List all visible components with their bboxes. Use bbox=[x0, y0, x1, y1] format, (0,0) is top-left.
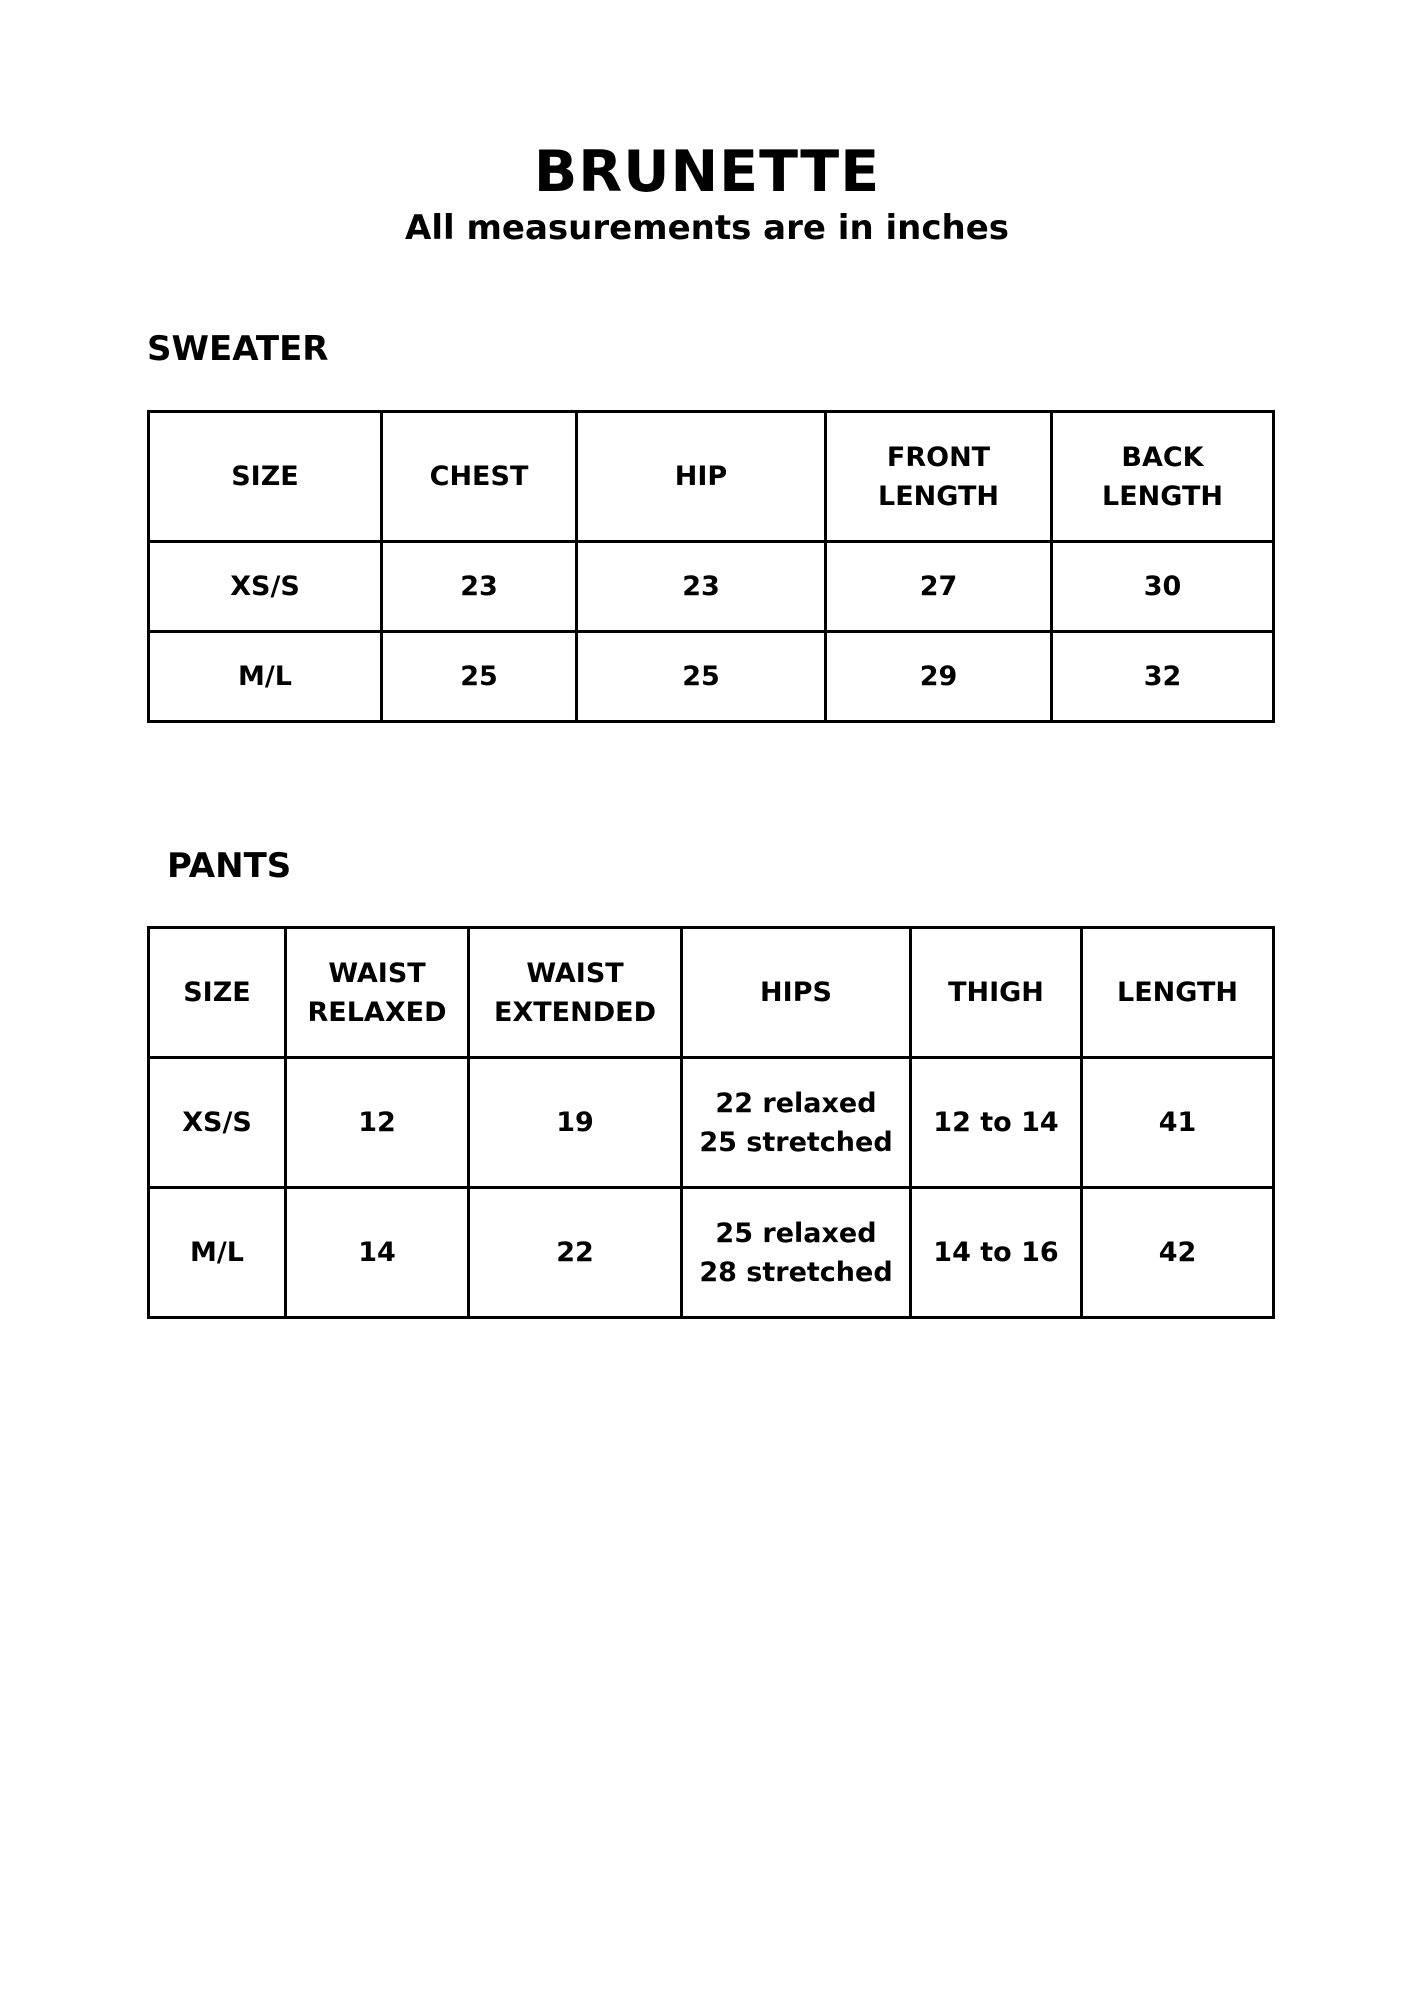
table-cell: 25 bbox=[382, 632, 577, 722]
table-cell: 42 bbox=[1082, 1188, 1274, 1318]
header-cell-hips: HIPS bbox=[682, 928, 911, 1058]
pants-heading: PANTS bbox=[167, 846, 292, 886]
table-cell: 29 bbox=[826, 632, 1052, 722]
table-cell: 23 bbox=[382, 542, 577, 632]
header-cell-front-length: FRONT LENGTH bbox=[826, 412, 1052, 542]
header-cell-back-length: BACK LENGTH bbox=[1052, 412, 1274, 542]
table-cell: XS/S bbox=[149, 1058, 286, 1188]
table-cell: 22 relaxed 25 stretched bbox=[682, 1058, 911, 1188]
pants-size-table bbox=[147, 926, 1275, 1319]
table-row bbox=[149, 1188, 1274, 1318]
table-cell: 12 bbox=[286, 1058, 469, 1188]
table-cell: 25 relaxed 28 stretched bbox=[682, 1188, 911, 1318]
header-cell-size: SIZE bbox=[149, 412, 382, 542]
table-cell: 14 to 16 bbox=[911, 1188, 1082, 1318]
header-cell-thigh: THIGH bbox=[911, 928, 1082, 1058]
table-cell: M/L bbox=[149, 632, 382, 722]
table-cell: 32 bbox=[1052, 632, 1274, 722]
table-cell: 27 bbox=[826, 542, 1052, 632]
table-row bbox=[149, 632, 1274, 722]
page-title: BRUNETTE bbox=[533, 139, 881, 205]
header-cell-hip: HIP bbox=[577, 412, 826, 542]
table-cell: 25 bbox=[577, 632, 826, 722]
header-cell-length: LENGTH bbox=[1082, 928, 1274, 1058]
table-cell: 22 bbox=[469, 1188, 682, 1318]
table-cell: 12 to 14 bbox=[911, 1058, 1082, 1188]
table-row bbox=[149, 542, 1274, 632]
page-subtitle: All measurements are in inches bbox=[405, 208, 1009, 248]
sweater-size-table bbox=[147, 410, 1275, 723]
header-cell-waist-extended: WAIST EXTENDED bbox=[469, 928, 682, 1058]
table-cell: 14 bbox=[286, 1188, 469, 1318]
header-cell-waist-relaxed: WAIST RELAXED bbox=[286, 928, 469, 1058]
table-cell: M/L bbox=[149, 1188, 286, 1318]
table-row bbox=[149, 1058, 1274, 1188]
table-cell: 41 bbox=[1082, 1058, 1274, 1188]
table-header-row bbox=[149, 412, 1274, 542]
table-header-row bbox=[149, 928, 1274, 1058]
header-cell-size: SIZE bbox=[149, 928, 286, 1058]
header-cell-chest: CHEST bbox=[382, 412, 577, 542]
table-cell: 23 bbox=[577, 542, 826, 632]
table-cell: 19 bbox=[469, 1058, 682, 1188]
table-cell: 30 bbox=[1052, 542, 1274, 632]
sweater-heading: SWEATER bbox=[147, 329, 329, 369]
table-cell: XS/S bbox=[149, 542, 382, 632]
